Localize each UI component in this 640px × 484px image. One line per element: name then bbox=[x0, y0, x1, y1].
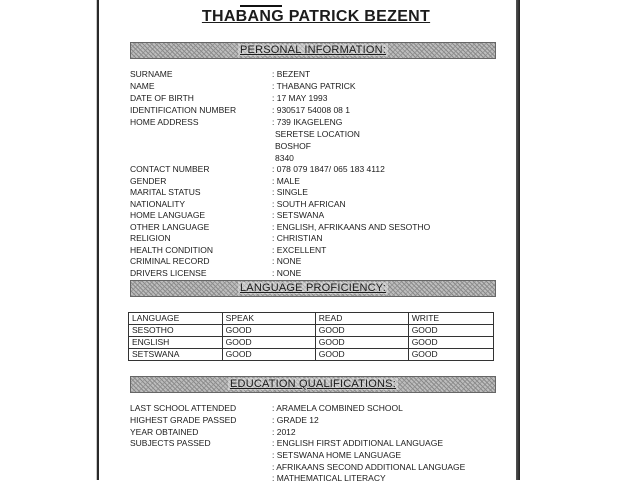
field-value: : SINGLE bbox=[272, 187, 308, 197]
field-label: LAST SCHOOL ATTENDED bbox=[130, 403, 237, 413]
field-label: RELIGION bbox=[130, 233, 171, 243]
table-row bbox=[129, 337, 494, 349]
field-value: : SETSWANA bbox=[272, 210, 325, 220]
field-value: : 17 MAY 1993 bbox=[272, 93, 328, 103]
field-label: SURNAME bbox=[130, 69, 173, 79]
page-right-edge bbox=[516, 0, 520, 480]
field-value: : MALE bbox=[272, 176, 300, 186]
table-cell: GOOD bbox=[315, 349, 408, 361]
document-title: THABANG PATRICK BEZENT bbox=[201, 8, 431, 25]
field-label: NAME bbox=[130, 81, 155, 91]
language-proficiency-table bbox=[128, 312, 494, 361]
field-label: YEAR OBTAINED bbox=[130, 427, 199, 437]
field-label: DRIVERS LICENSE bbox=[130, 268, 207, 278]
table-cell: GOOD bbox=[315, 337, 408, 349]
table-cell: GOOD bbox=[222, 325, 315, 337]
field-value: : 739 IKAGELENG bbox=[272, 117, 343, 127]
field-label: MARITAL STATUS bbox=[130, 187, 201, 197]
section-title: EDUCATION QUALIFICATIONS: bbox=[230, 378, 396, 390]
field-value: : NONE bbox=[272, 256, 302, 266]
field-value: : ENGLISH FIRST ADDITIONAL LANGUAGE bbox=[272, 438, 443, 448]
table-cell: GOOD bbox=[222, 349, 315, 361]
field-label: HOME LANGUAGE bbox=[130, 210, 206, 220]
field-value: 8340 bbox=[275, 153, 294, 163]
table-header-cell: LANGUAGE bbox=[129, 313, 223, 325]
table-cell: GOOD bbox=[315, 325, 408, 337]
field-label: HIGHEST GRADE PASSED bbox=[130, 415, 237, 425]
field-value: : 930517 54008 08 1 bbox=[272, 105, 350, 115]
field-label: CRIMINAL RECORD bbox=[130, 256, 210, 266]
field-value: : 2012 bbox=[272, 427, 296, 437]
table-cell: SESOTHO bbox=[129, 325, 223, 337]
field-value: : AFRIKAANS SECOND ADDITIONAL LANGUAGE bbox=[272, 462, 466, 472]
section-personal-information bbox=[130, 42, 496, 59]
field-value: : SETSWANA HOME LANGUAGE bbox=[272, 450, 402, 460]
page-left-edge bbox=[97, 0, 99, 480]
field-label: NATIONALITY bbox=[130, 199, 186, 209]
table-header-row bbox=[129, 313, 494, 325]
field-value: : THABANG PATRICK bbox=[272, 81, 356, 91]
field-value: : SOUTH AFRICAN bbox=[272, 199, 346, 209]
table-cell: GOOD bbox=[408, 349, 493, 361]
field-value: : ENGLISH, AFRIKAANS AND SESOTHO bbox=[272, 222, 431, 232]
table-cell: GOOD bbox=[408, 325, 493, 337]
field-value: : GRADE 12 bbox=[272, 415, 319, 425]
field-value: : BEZENT bbox=[272, 69, 311, 79]
cut-off-heading-mark bbox=[240, 0, 282, 7]
field-value: : EXCELLENT bbox=[272, 245, 327, 255]
field-label: HOME ADDRESS bbox=[130, 117, 199, 127]
field-value: : ARAMELA COMBINED SCHOOL bbox=[272, 403, 403, 413]
field-label: GENDER bbox=[130, 176, 167, 186]
field-label: IDENTIFICATION NUMBER bbox=[130, 105, 237, 115]
table-row bbox=[129, 349, 494, 361]
field-value: : 078 079 1847/ 065 183 4112 bbox=[272, 164, 385, 174]
table-header-cell: READ bbox=[315, 313, 408, 325]
table-header-cell: WRITE bbox=[408, 313, 493, 325]
field-value: : CHRISTIAN bbox=[272, 233, 323, 243]
field-value: BOSHOF bbox=[275, 141, 311, 151]
table-row bbox=[129, 325, 494, 337]
field-value: SERETSE LOCATION bbox=[275, 129, 360, 139]
field-value: : MATHEMATICAL LITERACY bbox=[272, 473, 386, 483]
table-cell: GOOD bbox=[408, 337, 493, 349]
field-label: OTHER LANGUAGE bbox=[130, 222, 210, 232]
field-value: : NONE bbox=[272, 268, 302, 278]
field-label: DATE OF BIRTH bbox=[130, 93, 194, 103]
field-label: CONTACT NUMBER bbox=[130, 164, 210, 174]
table-cell: SETSWANA bbox=[129, 349, 223, 361]
section-title: LANGUAGE PROFICIENCY: bbox=[239, 282, 386, 294]
table-header-cell: SPEAK bbox=[222, 313, 315, 325]
field-label: SUBJECTS PASSED bbox=[130, 438, 211, 448]
section-education-qualifications bbox=[130, 376, 496, 393]
table-cell: ENGLISH bbox=[129, 337, 223, 349]
table-cell: GOOD bbox=[222, 337, 315, 349]
field-label: HEALTH CONDITION bbox=[130, 245, 213, 255]
section-language-proficiency bbox=[130, 280, 496, 297]
section-title: PERSONAL INFORMATION: bbox=[240, 44, 386, 56]
